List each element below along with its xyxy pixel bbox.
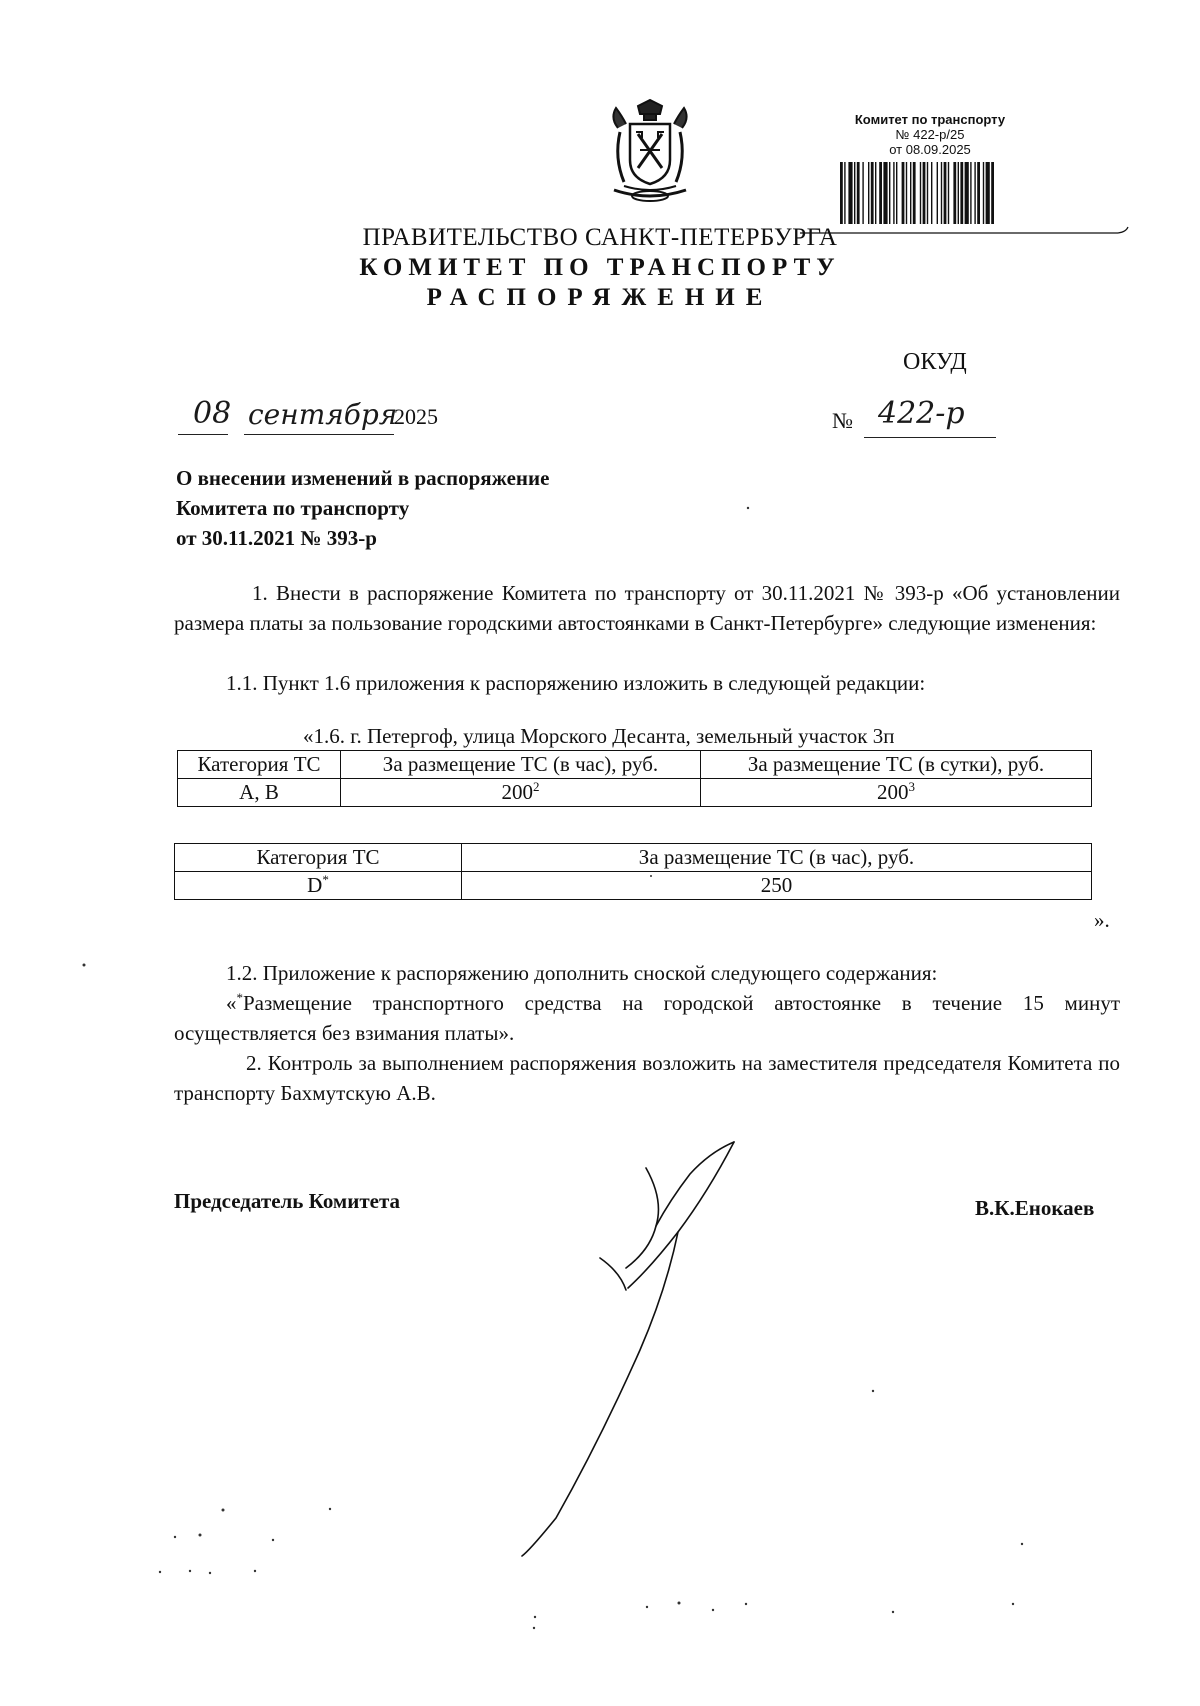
quoted-item-caption: «1.6. г. Петергоф, улица Морского Десанта, земельный участок 3п: [303, 724, 895, 748]
document-date: [178, 396, 450, 442]
registration-stamp: [800, 112, 1130, 232]
date-underline: [178, 434, 228, 435]
footnote-mark: *: [236, 990, 243, 1005]
footnote-ref: 3: [908, 779, 915, 794]
per-hour-value: 200: [501, 780, 533, 804]
date-year: 2025: [394, 404, 438, 429]
table-cell-category: [175, 872, 462, 900]
document-type: РАСПОРЯЖЕНИЕ: [426, 284, 774, 311]
number-label: №: [832, 408, 853, 433]
paragraph-1-1: [174, 668, 1120, 698]
paragraph-1: [174, 578, 1120, 638]
document-subject: [176, 463, 776, 553]
stamp-org: Комитет по транспорту: [854, 112, 1006, 127]
footnote-paragraph: [174, 988, 1120, 1048]
stamp-reg-date: от 08.09.2025: [889, 142, 971, 157]
signer-name: В.К.Енокаев: [975, 1196, 1095, 1220]
table-cell-category: А, В: [178, 779, 341, 807]
table-header-cell: За размещение ТС (в час), руб.: [462, 844, 1092, 872]
closing-quote: ».: [1094, 908, 1110, 932]
date-underline: [244, 434, 394, 435]
date-month-handwritten: сентября: [248, 398, 398, 431]
signer-title: Председатель Комитета: [174, 1189, 401, 1213]
number-handwritten: 422-р: [878, 396, 965, 431]
footnote-text: Размещение транспортного средства на городской автостоянке в течение 15 минут осуществляется без взимания платы».: [174, 991, 1120, 1045]
table-cell-per-hour: 250: [462, 872, 1092, 900]
date-day-handwritten: 08: [193, 396, 232, 431]
table-header-row: [175, 844, 1092, 872]
per-day-value: 200: [877, 780, 909, 804]
table-header-cell: Категория ТС: [178, 751, 341, 779]
tariff-table-1: [177, 750, 1092, 807]
coat-of-arms-emblem: [600, 98, 700, 206]
paragraph-1-text: 1. Внести в распоряжение Комитета по транспорту от 30.11.2021 № 393-р «Об установлении размера платы за пользование городскими автостоянками в Санкт-Петербурге» следующие изменения:: [174, 581, 1120, 635]
paragraph-2: [174, 1048, 1120, 1108]
table-row: [178, 779, 1092, 807]
tariff-table-2: [174, 843, 1092, 900]
subject-line: О внесении изменений в распоряжение: [176, 466, 550, 490]
subject-line: Комитета по транспорту: [176, 496, 410, 520]
footnote-ref: *: [322, 872, 329, 887]
subject-line: от 30.11.2021 № 393-р: [176, 526, 377, 550]
table-row: [175, 872, 1092, 900]
barcode: [840, 162, 1045, 224]
table-cell-per-hour: [341, 779, 701, 807]
table-header-cell: За размещение ТС (в сутки), руб.: [701, 751, 1092, 779]
paragraph-1-2: [174, 958, 1120, 1048]
stamp-reg-number: № 422-р/25: [895, 127, 965, 142]
paragraph-2-text: 2. Контроль за выполнением распоряжения возложить на заместителя председателя Комитета по транспорту Бахмутскую А.В.: [174, 1051, 1120, 1105]
category-value: D: [307, 873, 323, 897]
footnote-open-quote: «: [226, 991, 237, 1015]
paragraph-1-1-text: 1.1. Пункт 1.6 приложения к распоряжению изложить в следующей редакции:: [226, 671, 926, 695]
table-header-row: [178, 751, 1092, 779]
government-name: ПРАВИТЕЛЬСТВО САНКТ-ПЕТЕРБУРГА: [362, 224, 838, 251]
committee-name: КОМИТЕТ ПО ТРАНСПОРТУ: [359, 254, 841, 281]
footnote-ref: 2: [533, 779, 540, 794]
table-header-cell: За размещение ТС (в час), руб.: [341, 751, 701, 779]
paragraph-1-2-line: [174, 958, 1120, 988]
paragraph-1-2-text: 1.2. Приложение к распоряжению дополнить сноской следующего содержания:: [226, 961, 938, 985]
number-underline: [864, 437, 996, 438]
table-header-cell: Категория ТС: [175, 844, 462, 872]
handwritten-signature: [450, 1140, 770, 1560]
table-cell-per-day: [701, 779, 1092, 807]
okud-label: ОКУД: [903, 349, 967, 375]
